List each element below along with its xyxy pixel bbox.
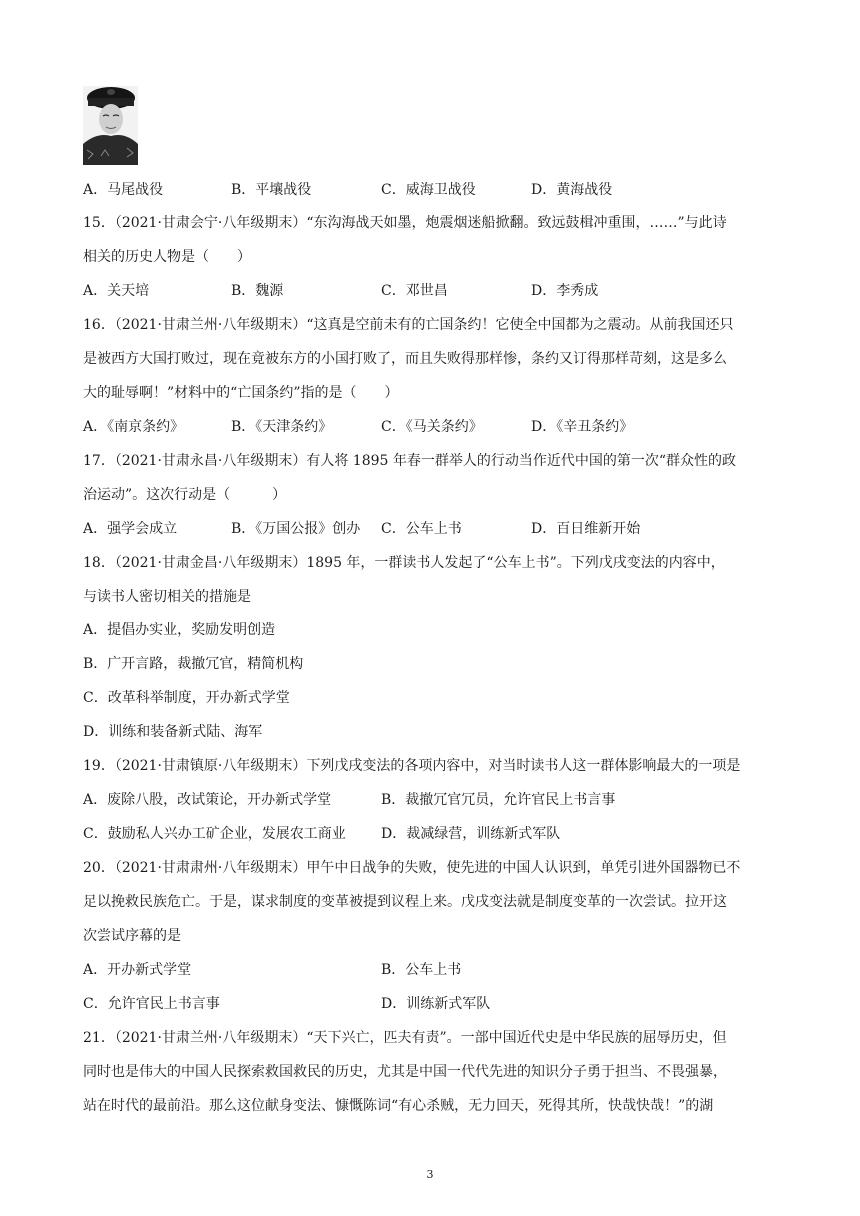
q21-stem-line-2: 同时也是伟大的中国人民探索救国救民的历史，尤其是中国一代代先进的知识分子勇于担当、不畏强暴， (83, 1064, 727, 1080)
option-c[interactable]: C．公车上书 (381, 521, 462, 537)
option-d[interactable]: D．裁减绿营，训练新式军队 (381, 826, 561, 842)
q16-options (83, 417, 783, 437)
q17-stem-line-2: 治运动”。这次行动是（ ） (83, 487, 287, 503)
q16-stem-line-2: 是被西方大国打败过，现在竟被东方的小国打败了，而且失败得那样惨，条约又订得那样苛刻，这是多么 (83, 351, 727, 367)
option-c[interactable]: C．威海卫战役 (381, 182, 476, 198)
q20-stem-line-3: 次尝试序幕的是 (83, 928, 181, 944)
option-d[interactable]: D．训练新式军队 (381, 996, 491, 1012)
q15-options (83, 281, 783, 301)
option-b[interactable]: B．公车上书 (381, 962, 462, 978)
option-d[interactable]: D．黄海战役 (531, 182, 613, 198)
q21-stem-line-3: 站在时代的最前沿。那么这位献身变法、慷慨陈词“有心杀贼，无力回天，死得其所，快哉快哉！”的湖 (83, 1098, 714, 1114)
q18-option-d[interactable]: D．训练和装备新式陆、海军 (83, 724, 263, 740)
q18-stem-line-2: 与读书人密切相关的措施是 (83, 589, 251, 605)
q19-options-row-1 (83, 790, 783, 810)
q19-stem-line-1: 19．（2021·甘肃镇原·八年级期末）下列戊戌变法的各项内容中，对当时读书人这一群体影响最大的一项是 (83, 758, 741, 774)
q18-stem-line-1: 18．（2021·甘肃金昌·八年级期末）1895 年，一群读书人发起了“公车上书”。下列戊戌变法的内容中， (83, 555, 725, 571)
option-a[interactable]: A．废除八股，改试策论，开办新式学堂 (83, 792, 332, 808)
portrait-photo-icon (83, 86, 138, 165)
option-a[interactable]: A．开办新式学堂 (83, 962, 192, 978)
q20-options-row-2 (83, 994, 783, 1014)
option-b[interactable]: B．《天津条约》 (231, 419, 333, 435)
option-c[interactable]: C．邓世昌 (381, 283, 448, 299)
page-number: 3 (426, 1168, 434, 1181)
q19-options-row-2 (83, 824, 783, 844)
option-a[interactable]: A．强学会成立 (83, 521, 178, 537)
q17-options (83, 519, 783, 539)
q18-option-a[interactable]: A．提倡办实业，奖励发明创造 (83, 622, 276, 638)
q15-stem-line-2: 相关的历史人物是（ ） (83, 249, 251, 265)
q16-stem-line-1: 16．（2021·甘肃兰州·八年级期末）“这真是空前未有的亡国条约！它使全中国都为之震动。从前我国还只 (83, 317, 734, 333)
q18-option-b[interactable]: B．广开言路，裁撤冗官，精简机构 (83, 656, 304, 672)
option-c[interactable]: C．允许官民上书言事 (83, 996, 220, 1012)
option-d[interactable]: D．李秀成 (531, 283, 599, 299)
option-a[interactable]: A．《南京条约》 (83, 419, 185, 435)
q18-option-c[interactable]: C．改革科举制度，开办新式学堂 (83, 690, 290, 706)
option-c[interactable]: C．《马关条约》 (381, 419, 483, 435)
option-d[interactable]: D．百日维新开始 (531, 521, 641, 537)
q15-stem-line-1: 15．（2021·甘肃会宁·八年级期末）“东沟海战天如墨，炮震烟迷船掀翻。致远鼓楫冲重围，……”与此诗 (83, 215, 727, 231)
option-a[interactable]: A．马尾战役 (83, 182, 164, 198)
option-b[interactable]: B．裁撤冗官冗员，允许官民上书言事 (381, 792, 616, 808)
option-a[interactable]: A．关天培 (83, 283, 150, 299)
q20-stem-line-1: 20．（2021·甘肃肃州·八年级期末）甲午中日战争的失败，使先进的中国人认识到，单凭引进外国器物已不 (83, 860, 741, 876)
option-b[interactable]: B．魏源 (231, 283, 284, 299)
option-b[interactable]: B．平壤战役 (231, 182, 312, 198)
q21-stem-line-1: 21．（2021·甘肃兰州·八年级期末）“天下兴亡，匹夫有责”。一部中国近代史是中华民族的屈辱历史，但 (83, 1030, 727, 1046)
option-c[interactable]: C．鼓励私人兴办工矿企业，发展农工商业 (83, 826, 346, 842)
option-b[interactable]: B．《万国公报》创办 (231, 521, 361, 537)
q14-options (83, 180, 783, 200)
q16-stem-line-3: 大的耻辱啊！”材料中的“亡国条约”指的是（ ） (83, 385, 399, 401)
q17-stem-line-1: 17．（2021·甘肃永昌·八年级期末）有人将 1895 年春一群举人的行动当作近代中国的第一次“群众性的政 (83, 453, 737, 469)
q20-options-row-1 (83, 960, 783, 980)
option-d[interactable]: D．《辛丑条约》 (531, 419, 634, 435)
q20-stem-line-2: 足以挽救民族危亡。于是，谋求制度的变革被提到议程上来。戊戌变法就是制度变革的一次尝试。拉开这 (83, 894, 727, 910)
